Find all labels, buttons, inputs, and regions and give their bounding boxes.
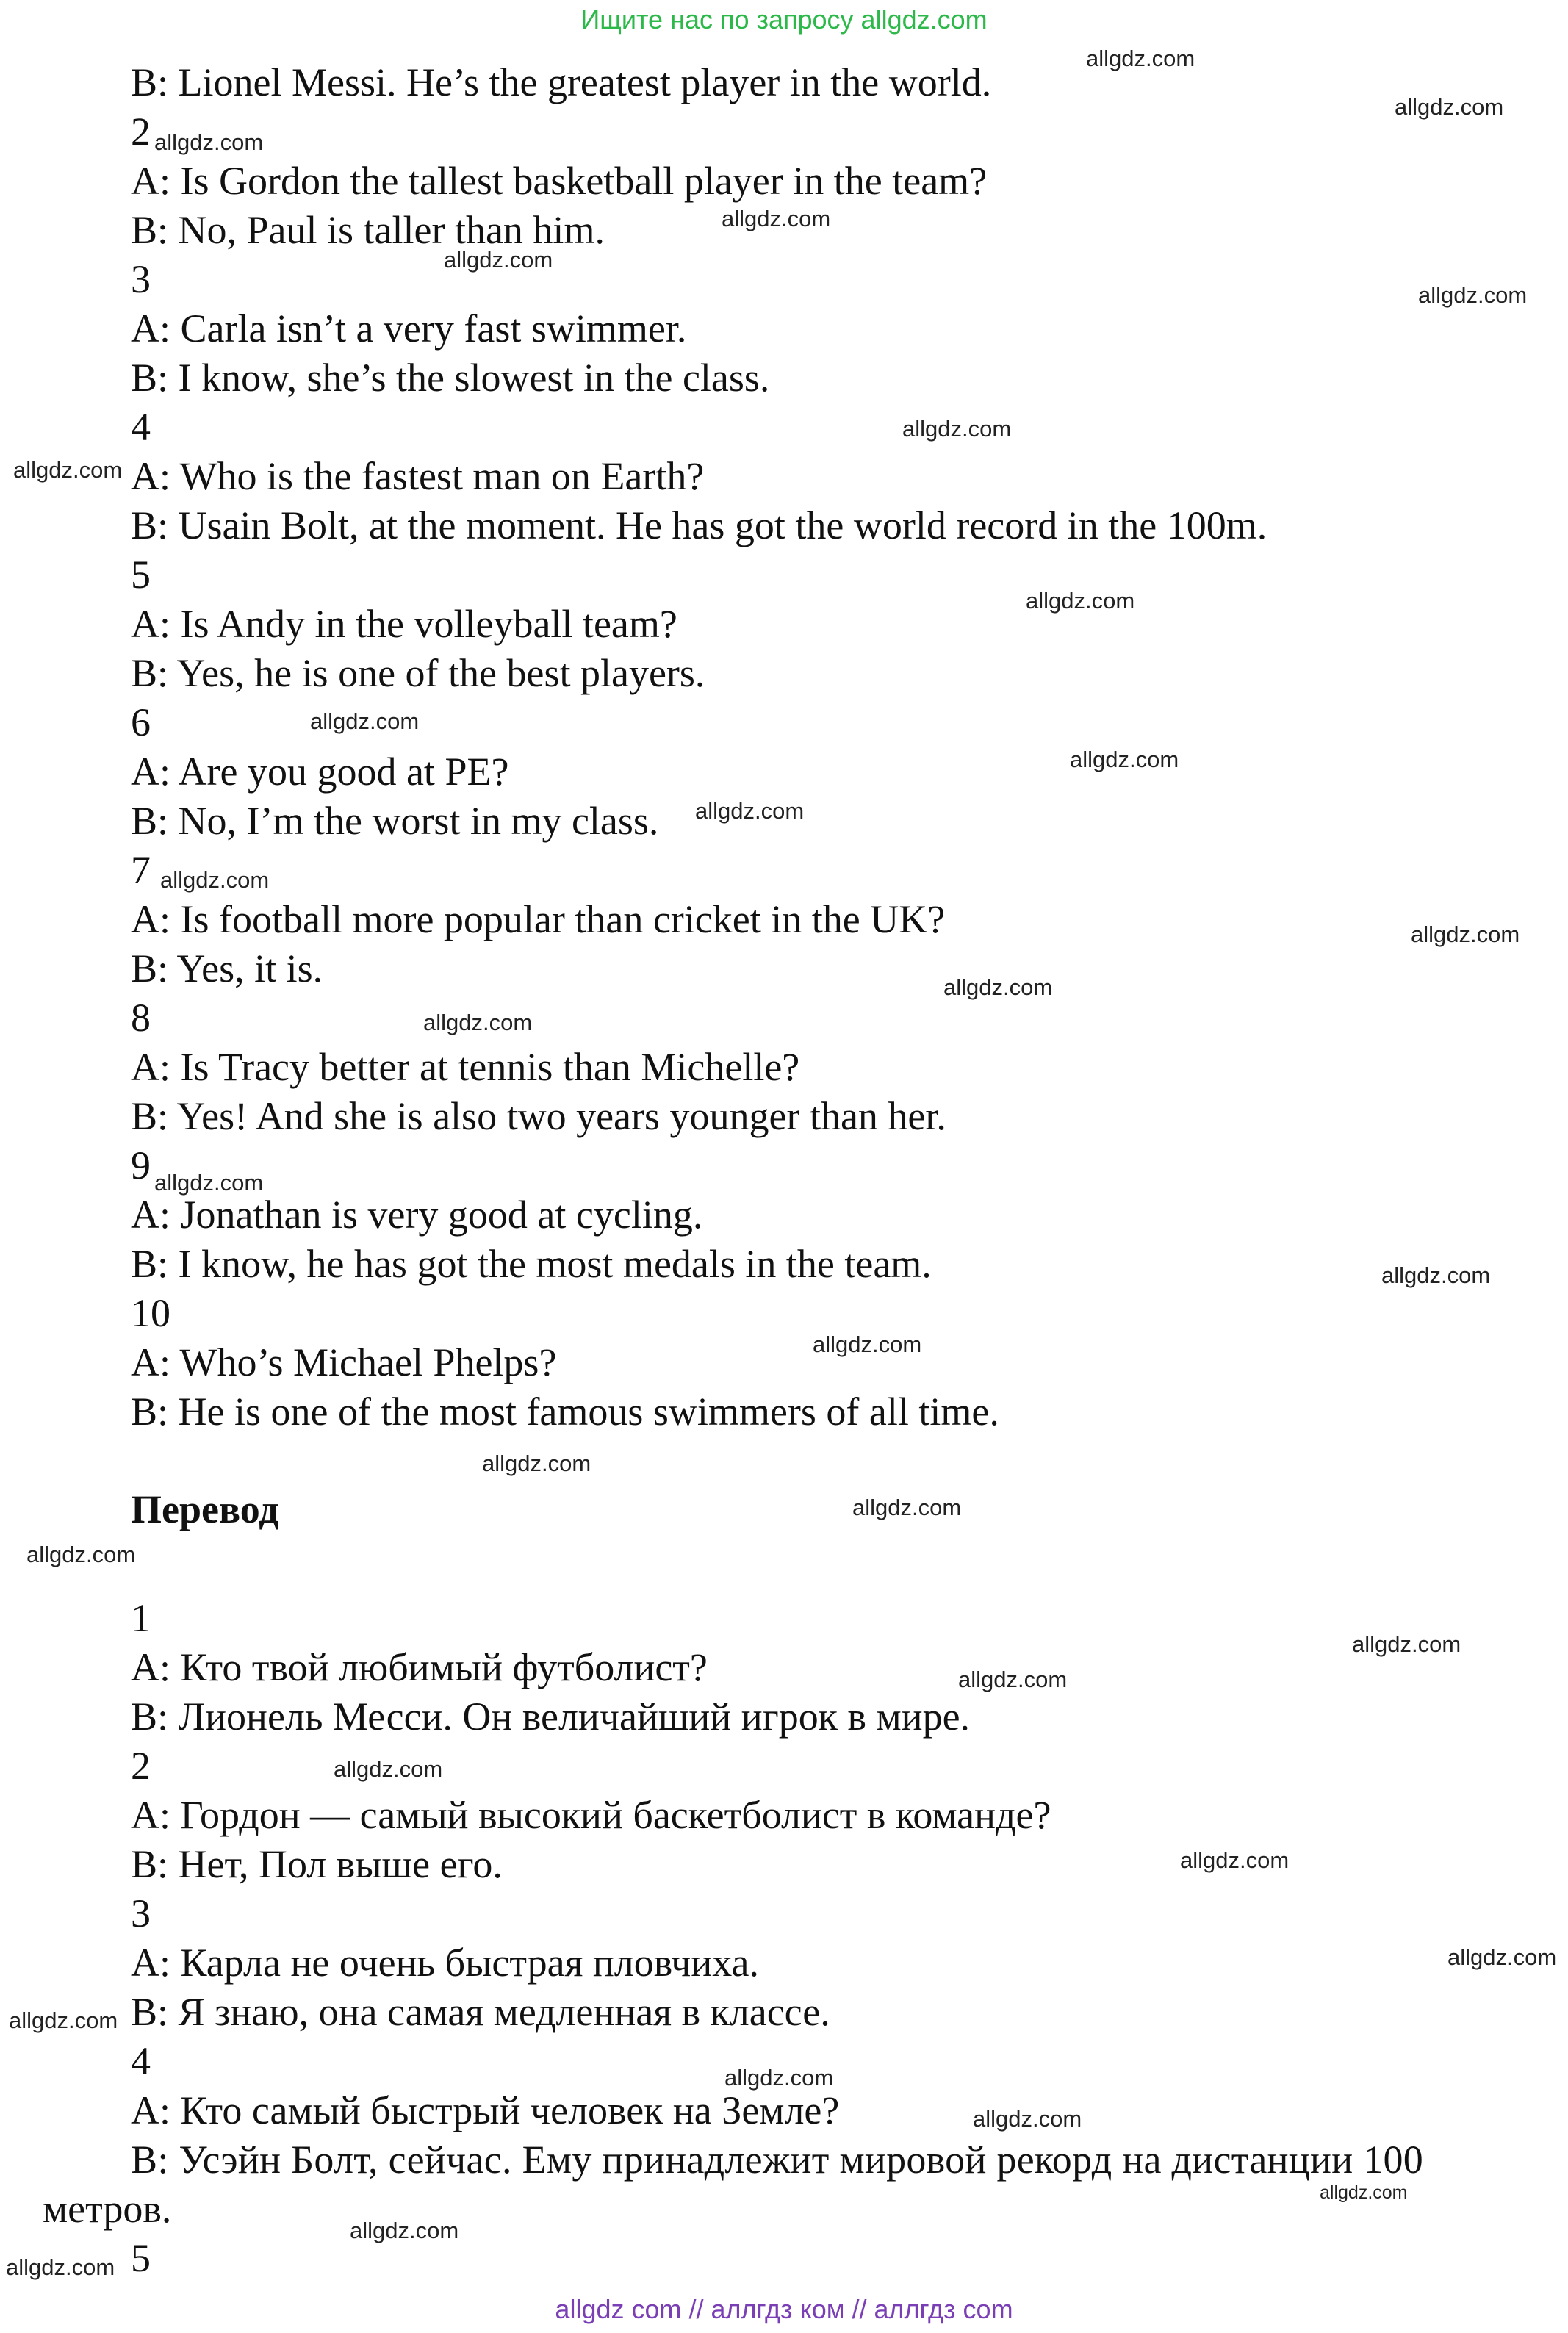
text-line: A: Is Gordon the tallest basketball player in the team? [131, 159, 988, 203]
watermark: allgdz.com [1352, 1631, 1461, 1657]
text-line: B: I know, she’s the slowest in the class. [131, 356, 770, 400]
watermark: allgdz.com [482, 1451, 591, 1476]
text-line: B: Я знаю, она самая медленная в классе. [131, 1990, 830, 2034]
watermark: allgdz.com [350, 2218, 459, 2243]
watermark: allgdz.com [26, 1542, 136, 1567]
watermark: allgdz.com [1411, 921, 1520, 947]
text-line: B: No, I’m the worst in my class. [131, 799, 659, 843]
text-line: B: I know, he has got the most medals in the team. [131, 1242, 932, 1286]
watermark: allgdz.com [852, 1495, 962, 1520]
watermark: allgdz.com [154, 129, 264, 155]
watermark: allgdz.com [1086, 46, 1195, 71]
watermark: allgdz.com [13, 457, 123, 483]
watermark: allgdz.com [9, 2007, 118, 2033]
item-number: 8 [131, 996, 151, 1040]
text-line: A: Карла не очень быстрая пловчиха. [131, 1941, 759, 1985]
text-line: B: Yes! And she is also two years younger than her. [131, 1094, 946, 1138]
watermark: allgdz.com [1381, 1262, 1491, 1288]
text-line: A: Who’s Michael Phelps? [131, 1340, 557, 1384]
text-line: A: Who is the fastest man on Earth? [131, 454, 705, 498]
watermark: allgdz.com [724, 2065, 834, 2091]
watermark: allgdz.com [444, 247, 553, 273]
item-number: 6 [131, 700, 151, 744]
watermark: allgdz.com [722, 206, 831, 231]
text-line: A: Are you good at PE? [131, 749, 509, 794]
item-number: 4 [131, 405, 151, 449]
watermark: allgdz.com [1070, 747, 1179, 772]
footer-links[interactable]: allgdz com // аллгдз ком // аллгдз com [555, 2294, 1013, 2324]
text-line: A: Кто твой любимый футболист? [131, 1645, 708, 1689]
text-line: A: Гордон — самый высокий баскетболист в команде? [131, 1793, 1051, 1837]
text-line: A: Is football more popular than cricket in the UK? [131, 897, 946, 941]
watermark: allgdz.com [334, 1756, 443, 1782]
text-line: B: No, Paul is taller than him. [131, 208, 605, 252]
watermark: allgdz.com [902, 416, 1012, 442]
watermark: allgdz.com [6, 2254, 115, 2280]
watermark: allgdz.com [1418, 282, 1528, 308]
text-line: B: Нет, Пол выше его. [131, 1842, 503, 1886]
watermark: allgdz.com [1180, 1847, 1290, 1873]
watermark: allgdz.com [958, 1667, 1068, 1692]
item-number: 9 [131, 1143, 151, 1187]
text-line: B: Yes, he is one of the best players. [131, 651, 705, 695]
watermark: allgdz.com [310, 708, 420, 734]
item-number: 1 [131, 1596, 151, 1640]
text-line: B: Yes, it is. [131, 946, 323, 991]
watermark: allgdz.com [943, 974, 1053, 1000]
watermark: allgdz.com [423, 1010, 533, 1035]
text-line: B: He is one of the most famous swimmers of all time. [131, 1390, 999, 1434]
text-line: B: Usain Bolt, at the moment. He has got the world record in the 100m. [131, 503, 1267, 547]
text-line: A: Carla isn’t a very fast swimmer. [131, 306, 687, 351]
watermark: allgdz.com [695, 798, 805, 824]
text-line: A: Кто самый быстрый человек на Земле? [131, 2088, 840, 2132]
text-line: B: Усэйн Болт, сейчас. Ему принадлежит мировой рекорд на дистанции 100 [131, 2138, 1424, 2182]
watermark: allgdz.com [1447, 1944, 1557, 1970]
text-line: A: Is Andy in the volleyball team? [131, 602, 677, 646]
item-number: 4 [131, 2039, 151, 2083]
text-line: A: Is Tracy better at tennis than Michelle? [131, 1045, 800, 1089]
watermark: allgdz.com [1026, 588, 1135, 614]
item-number: 3 [131, 1891, 151, 1935]
watermark: allgdz.com [160, 867, 270, 893]
item-number: 2 [131, 109, 151, 154]
watermark: allgdz.com [154, 1170, 264, 1196]
translation-heading: Перевод [131, 1487, 279, 1531]
watermark: allgdz.com [1395, 94, 1504, 120]
text-line: A: Jonathan is very good at cycling. [131, 1193, 703, 1237]
item-number: 7 [131, 848, 151, 892]
item-number: 2 [131, 1744, 151, 1788]
item-number: 3 [131, 257, 151, 301]
watermark: allgdz.com [813, 1331, 922, 1357]
text-line: B: Lionel Messi. He’s the greatest player in the world. [131, 60, 992, 104]
item-number: 10 [131, 1291, 170, 1335]
item-number: 5 [131, 2236, 151, 2280]
header-search-link[interactable]: Ищите нас по запросу allgdz.com [580, 4, 988, 35]
watermark: allgdz.com [1320, 2182, 1408, 2203]
watermark: allgdz.com [973, 2106, 1082, 2132]
text-line: B: Лионель Месси. Он величайший игрок в мире. [131, 1694, 971, 1739]
item-number: 5 [131, 553, 151, 597]
text-line: метров. [43, 2187, 172, 2231]
